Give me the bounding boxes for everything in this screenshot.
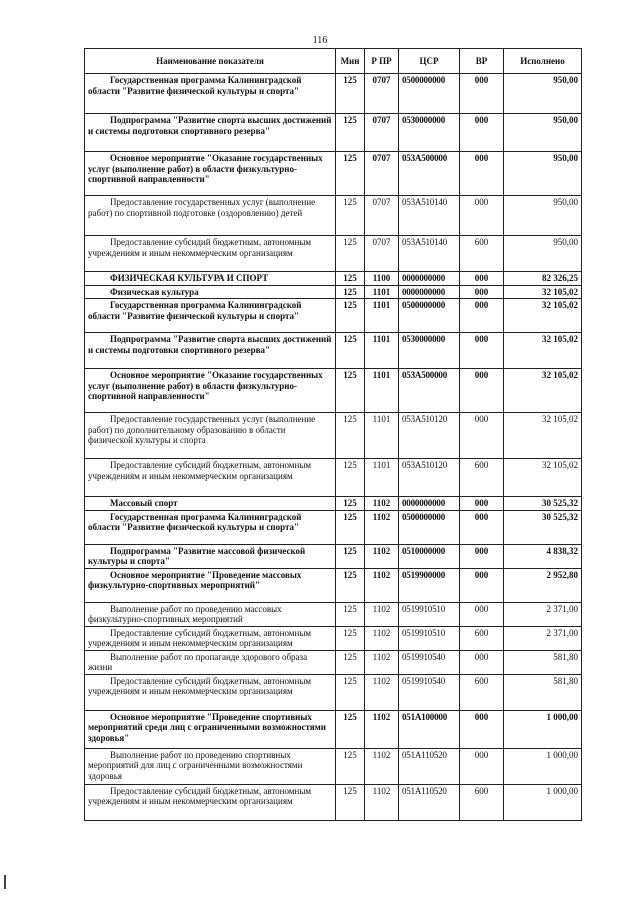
row-min-cell: 125 <box>336 626 365 650</box>
row-rpr-cell: 1101 <box>365 285 399 299</box>
row-rpr-cell: 1101 <box>365 299 399 333</box>
row-name-cell: Выполнение работ по проведению спортивных мероприятий для лиц с ограниченными возможностями здоровья <box>85 748 336 784</box>
row-csr-cell: 053А500000 <box>399 369 460 413</box>
table-row <box>85 748 582 784</box>
row-amount-cell: 2 371,00 <box>504 602 582 626</box>
row-rpr-cell: 1102 <box>365 497 399 511</box>
row-csr-cell: 0519900000 <box>399 568 460 602</box>
row-name-cell: ФИЗИЧЕСКАЯ КУЛЬТУРА И СПОРТ <box>85 272 336 286</box>
table-row <box>85 497 582 511</box>
row-rpr-cell: 1101 <box>365 459 399 497</box>
table-row <box>85 602 582 626</box>
row-vr-cell: 000 <box>460 272 504 286</box>
row-vr-cell: 000 <box>460 710 504 748</box>
table-row <box>85 196 582 236</box>
row-name-cell: Предоставление субсидий бюджетным, автономным учреждениям и иным некоммерческим организациям <box>85 674 336 710</box>
table-row <box>85 74 582 114</box>
table-row <box>85 784 582 820</box>
row-vr-cell: 600 <box>460 236 504 272</box>
row-amount-cell: 32 105,02 <box>504 333 582 369</box>
row-rpr-cell: 0707 <box>365 236 399 272</box>
table-row <box>85 510 582 544</box>
row-vr-cell: 000 <box>460 152 504 196</box>
row-rpr-cell: 0707 <box>365 152 399 196</box>
row-vr-cell: 000 <box>460 568 504 602</box>
row-amount-cell: 581,80 <box>504 674 582 710</box>
row-vr-cell: 000 <box>460 510 504 544</box>
table-row <box>85 299 582 333</box>
row-vr-cell: 600 <box>460 459 504 497</box>
row-csr-cell: 0500000000 <box>399 74 460 114</box>
row-rpr-cell: 0707 <box>365 74 399 114</box>
row-csr-cell: 0000000000 <box>399 272 460 286</box>
row-rpr-cell: 0707 <box>365 114 399 152</box>
row-rpr-cell: 1102 <box>365 650 399 674</box>
row-amount-cell: 950,00 <box>504 114 582 152</box>
row-name-cell: Государственная программа Калининградской области "Развитие физической культуры и спорта" <box>85 299 336 333</box>
row-name-cell: Предоставление субсидий бюджетным, автономным учреждениям и иным некоммерческим организациям <box>85 459 336 497</box>
row-name-cell: Основное мероприятие "Проведение массовых физкультурно-спортивных мероприятий" <box>85 568 336 602</box>
row-amount-cell: 32 105,02 <box>504 459 582 497</box>
row-min-cell: 125 <box>336 413 365 459</box>
row-vr-cell: 000 <box>460 369 504 413</box>
row-min-cell: 125 <box>336 710 365 748</box>
row-name-cell: Государственная программа Калининградской области "Развитие физической культуры и спорта" <box>85 74 336 114</box>
row-csr-cell: 053А510120 <box>399 459 460 497</box>
row-name-cell: Предоставление государственных услуг (выполнение работ) по дополнительному образованию в области физической культуры и спорта <box>85 413 336 459</box>
row-vr-cell: 000 <box>460 497 504 511</box>
page-number: 116 <box>312 35 328 46</box>
row-amount-cell: 32 105,02 <box>504 285 582 299</box>
row-rpr-cell: 1102 <box>365 748 399 784</box>
table-row <box>85 114 582 152</box>
table-body <box>85 74 582 821</box>
row-vr-cell: 600 <box>460 626 504 650</box>
row-min-cell: 125 <box>336 544 365 568</box>
table-row <box>85 544 582 568</box>
row-vr-cell: 000 <box>460 413 504 459</box>
row-min-cell: 125 <box>336 74 365 114</box>
table-row <box>85 236 582 272</box>
row-csr-cell: 0510000000 <box>399 544 460 568</box>
row-rpr-cell: 1102 <box>365 568 399 602</box>
header-rpr: Р ПР <box>365 49 399 74</box>
row-name-cell: Предоставление государственных услуг (выполнение работ) по спортивной подготовке (оздоровлению) детей <box>85 196 336 236</box>
row-csr-cell: 053А510140 <box>399 196 460 236</box>
row-name-cell: Предоставление субсидий бюджетным, автономным учреждениям и иным некоммерческим организациям <box>85 784 336 820</box>
table-row <box>85 333 582 369</box>
row-amount-cell: 30 525,32 <box>504 510 582 544</box>
row-csr-cell: 0500000000 <box>399 510 460 544</box>
row-amount-cell: 2 952,80 <box>504 568 582 602</box>
scan-margin-mark <box>4 875 6 889</box>
table-row <box>85 710 582 748</box>
row-csr-cell: 0519910540 <box>399 674 460 710</box>
row-csr-cell: 0530000000 <box>399 114 460 152</box>
row-name-cell: Выполнение работ по пропаганде здорового образа жизни <box>85 650 336 674</box>
table-header-row <box>85 49 582 74</box>
table-row <box>85 369 582 413</box>
row-rpr-cell: 1102 <box>365 544 399 568</box>
row-vr-cell: 000 <box>460 74 504 114</box>
row-amount-cell: 950,00 <box>504 74 582 114</box>
row-min-cell: 125 <box>336 784 365 820</box>
row-csr-cell: 051А100000 <box>399 710 460 748</box>
table-row <box>85 650 582 674</box>
row-csr-cell: 053А510120 <box>399 413 460 459</box>
row-csr-cell: 051А110520 <box>399 784 460 820</box>
row-rpr-cell: 1102 <box>365 784 399 820</box>
row-amount-cell: 950,00 <box>504 236 582 272</box>
row-csr-cell: 0500000000 <box>399 299 460 333</box>
table-row <box>85 152 582 196</box>
row-name-cell: Основное мероприятие "Оказание государственных услуг (выполнение работ) в области физкультурно-спортивной направленности" <box>85 369 336 413</box>
row-vr-cell: 000 <box>460 748 504 784</box>
row-csr-cell: 0000000000 <box>399 285 460 299</box>
row-amount-cell: 1 000,00 <box>504 748 582 784</box>
row-name-cell: Основное мероприятие "Проведение спортивных мероприятий среди лиц с ограниченными возможностями здоровья" <box>85 710 336 748</box>
row-vr-cell: 000 <box>460 299 504 333</box>
table-row <box>85 626 582 650</box>
row-vr-cell: 000 <box>460 650 504 674</box>
table-row <box>85 674 582 710</box>
row-vr-cell: 000 <box>460 285 504 299</box>
row-amount-cell: 32 105,02 <box>504 369 582 413</box>
row-amount-cell: 950,00 <box>504 196 582 236</box>
budget-table <box>84 48 582 821</box>
row-min-cell: 125 <box>336 333 365 369</box>
table-row <box>85 459 582 497</box>
row-min-cell: 125 <box>336 114 365 152</box>
row-rpr-cell: 1102 <box>365 710 399 748</box>
row-rpr-cell: 1102 <box>365 626 399 650</box>
row-vr-cell: 600 <box>460 674 504 710</box>
header-min: Мин <box>336 49 365 74</box>
row-amount-cell: 32 105,02 <box>504 299 582 333</box>
row-csr-cell: 0519910510 <box>399 602 460 626</box>
header-name: Наименование показателя <box>85 49 336 74</box>
row-rpr-cell: 1101 <box>365 369 399 413</box>
header-vr: ВР <box>460 49 504 74</box>
row-csr-cell: 0530000000 <box>399 333 460 369</box>
row-name-cell: Подпрограмма "Развитие спорта высших достижений и системы подготовки спортивного резерва" <box>85 333 336 369</box>
row-min-cell: 125 <box>336 299 365 333</box>
row-amount-cell: 32 105,02 <box>504 413 582 459</box>
row-min-cell: 125 <box>336 196 365 236</box>
row-min-cell: 125 <box>336 650 365 674</box>
row-min-cell: 125 <box>336 236 365 272</box>
row-min-cell: 125 <box>336 674 365 710</box>
row-vr-cell: 000 <box>460 333 504 369</box>
table-row <box>85 413 582 459</box>
row-name-cell: Предоставление субсидий бюджетным, автономным учреждениям и иным некоммерческим организациям <box>85 236 336 272</box>
row-min-cell: 125 <box>336 510 365 544</box>
row-rpr-cell: 1102 <box>365 510 399 544</box>
row-min-cell: 125 <box>336 602 365 626</box>
row-csr-cell: 0519910510 <box>399 626 460 650</box>
row-rpr-cell: 0707 <box>365 196 399 236</box>
row-min-cell: 125 <box>336 272 365 286</box>
row-amount-cell: 1 000,00 <box>504 784 582 820</box>
row-name-cell: Подпрограмма "Развитие массовой физической культуры и спорта" <box>85 544 336 568</box>
row-csr-cell: 0519910540 <box>399 650 460 674</box>
row-vr-cell: 000 <box>460 114 504 152</box>
row-min-cell: 125 <box>336 369 365 413</box>
row-amount-cell: 581,80 <box>504 650 582 674</box>
row-name-cell: Подпрограмма "Развитие спорта высших достижений и системы подготовки спортивного резерва" <box>85 114 336 152</box>
row-name-cell: Предоставление субсидий бюджетным, автономным учреждениям и иным некоммерческим организациям <box>85 626 336 650</box>
row-vr-cell: 000 <box>460 602 504 626</box>
row-min-cell: 125 <box>336 459 365 497</box>
row-rpr-cell: 1102 <box>365 674 399 710</box>
row-csr-cell: 053А500000 <box>399 152 460 196</box>
row-rpr-cell: 1101 <box>365 333 399 369</box>
row-amount-cell: 82 326,25 <box>504 272 582 286</box>
row-amount-cell: 4 838,32 <box>504 544 582 568</box>
table-row <box>85 285 582 299</box>
row-min-cell: 125 <box>336 568 365 602</box>
row-csr-cell: 051А110520 <box>399 748 460 784</box>
header-amount: Исполнено <box>504 49 582 74</box>
row-csr-cell: 0000000000 <box>399 497 460 511</box>
row-min-cell: 125 <box>336 285 365 299</box>
row-amount-cell: 950,00 <box>504 152 582 196</box>
row-name-cell: Государственная программа Калининградской области "Развитие физической культуры и спорта" <box>85 510 336 544</box>
row-name-cell: Основное мероприятие "Оказание государственных услуг (выполнение работ) в области физкультурно-спортивной направленности" <box>85 152 336 196</box>
row-min-cell: 125 <box>336 497 365 511</box>
row-amount-cell: 30 525,32 <box>504 497 582 511</box>
row-min-cell: 125 <box>336 748 365 784</box>
row-min-cell: 125 <box>336 152 365 196</box>
table-row <box>85 272 582 286</box>
header-csr: ЦСР <box>399 49 460 74</box>
table-row <box>85 568 582 602</box>
row-rpr-cell: 1101 <box>365 413 399 459</box>
row-rpr-cell: 1100 <box>365 272 399 286</box>
row-vr-cell: 600 <box>460 784 504 820</box>
row-name-cell: Физическая культура <box>85 285 336 299</box>
row-vr-cell: 000 <box>460 544 504 568</box>
row-rpr-cell: 1102 <box>365 602 399 626</box>
row-name-cell: Массовый спорт <box>85 497 336 511</box>
row-amount-cell: 1 000,00 <box>504 710 582 748</box>
row-csr-cell: 053А510140 <box>399 236 460 272</box>
row-amount-cell: 2 371,00 <box>504 626 582 650</box>
row-vr-cell: 000 <box>460 196 504 236</box>
row-name-cell: Выполнение работ по проведению массовых физкультурно-спортивных мероприятий <box>85 602 336 626</box>
